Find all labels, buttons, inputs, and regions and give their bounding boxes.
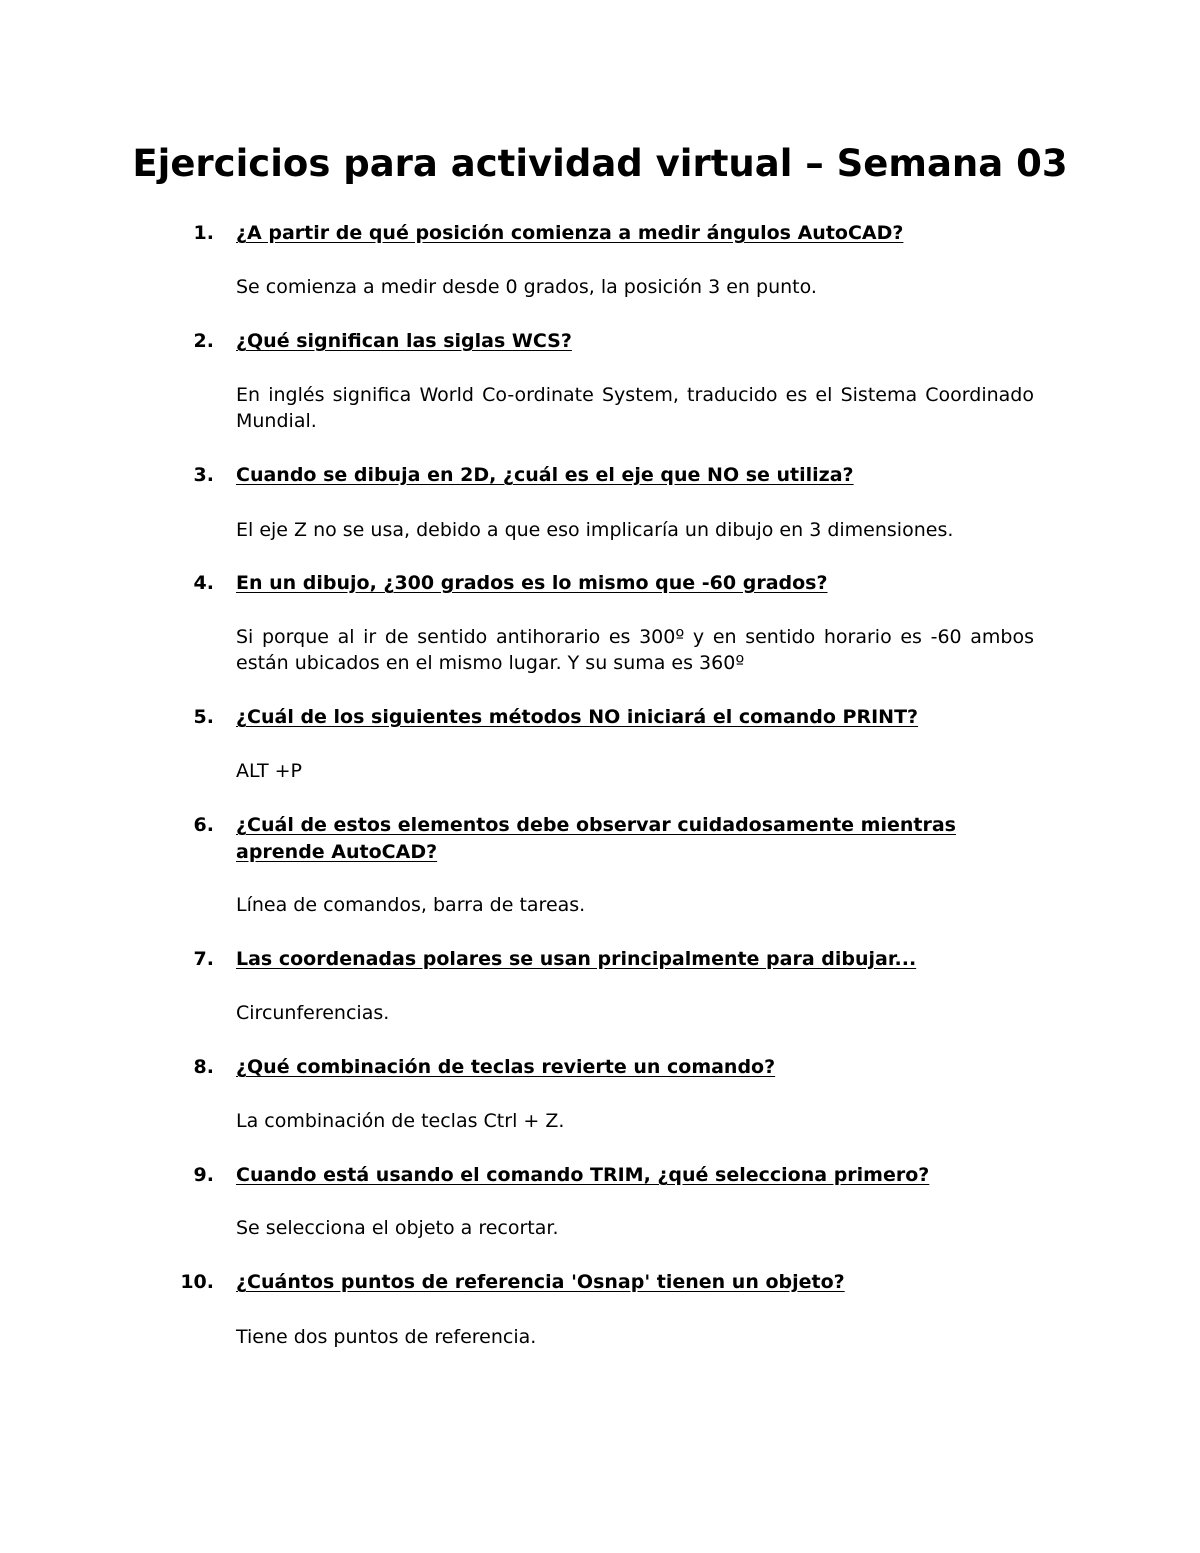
answer-text: Tiene dos puntos de referencia. bbox=[236, 1326, 537, 1348]
question-text: En un dibujo, ¿300 grados es lo mismo que -60 grados? bbox=[236, 572, 828, 594]
question-text: ¿Cuántos puntos de referencia 'Osnap' tienen un objeto? bbox=[236, 1271, 845, 1293]
page-title: Ejercicios para actividad virtual – Semana 03 bbox=[132, 142, 1068, 185]
question-text: ¿Qué significan las siglas WCS? bbox=[236, 330, 572, 352]
question-number: 4. bbox=[193, 572, 214, 594]
answer-text: Se selecciona el objeto a recortar. bbox=[236, 1217, 559, 1239]
answer-text: El eje Z no se usa, debido a que eso implicaría un dibujo en 3 dimensiones. bbox=[236, 519, 954, 541]
question-text: ¿Qué combinación de teclas revierte un comando? bbox=[236, 1056, 776, 1078]
question-number: 3. bbox=[193, 464, 214, 486]
answer-text: Línea de comandos, barra de tareas. bbox=[236, 894, 586, 916]
question-number: 5. bbox=[193, 706, 214, 728]
answer-text: ALT +P bbox=[236, 760, 302, 782]
question-text: Las coordenadas polares se usan principalmente para dibujar... bbox=[236, 948, 917, 970]
question-text: ¿Cuál de estos elementos debe observar cuidadosamente mientras aprende AutoCAD? bbox=[236, 814, 956, 863]
question-text: ¿A partir de qué posición comienza a medir ángulos AutoCAD? bbox=[236, 222, 904, 244]
question-number: 7. bbox=[193, 948, 214, 970]
question-text: Cuando se dibuja en 2D, ¿cuál es el eje que NO se utiliza? bbox=[236, 464, 854, 486]
question-number: 9. bbox=[193, 1164, 214, 1186]
question-text: Cuando está usando el comando TRIM, ¿qué selecciona primero? bbox=[236, 1164, 930, 1186]
question-number: 8. bbox=[193, 1056, 214, 1078]
question-text: ¿Cuál de los siguientes métodos NO iniciará el comando PRINT? bbox=[236, 706, 919, 728]
answer-text: En inglés significa World Co-ordinate System, traducido es el Sistema Coordinado Mundial. bbox=[236, 384, 1034, 432]
question-number: 1. bbox=[193, 222, 214, 244]
answer-text: Circunferencias. bbox=[236, 1002, 390, 1024]
question-number: 10. bbox=[180, 1271, 214, 1293]
question-number: 6. bbox=[193, 814, 214, 836]
answer-text: Si porque al ir de sentido antihorario es 300º y en sentido horario es -60 ambos están ubicados en el mismo lugar. Y su suma es 360º bbox=[236, 626, 1034, 674]
answer-text: La combinación de teclas Ctrl + Z. bbox=[236, 1110, 565, 1132]
question-number: 2. bbox=[193, 330, 214, 352]
answer-text: Se comienza a medir desde 0 grados, la posición 3 en punto. bbox=[236, 276, 817, 298]
